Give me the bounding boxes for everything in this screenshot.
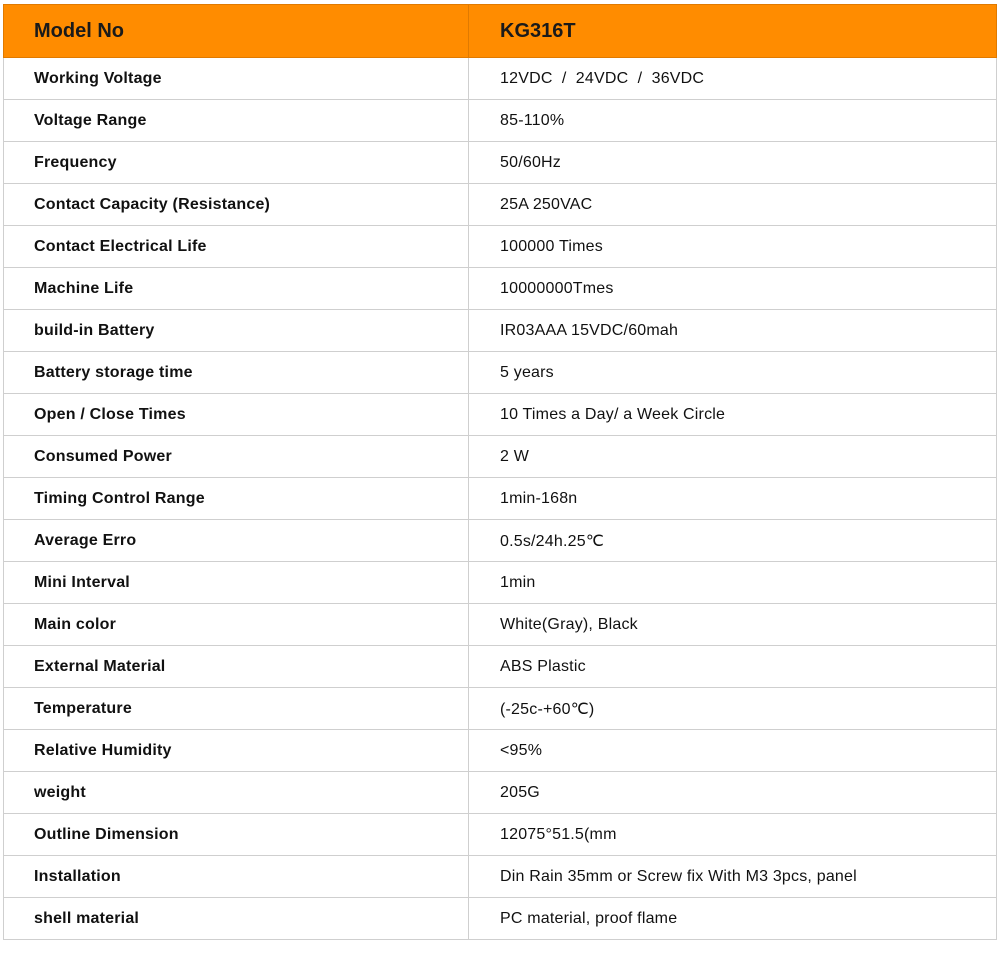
spec-label-cell	[4, 184, 469, 226]
spec-value-cell	[469, 604, 997, 646]
spec-label: Contact Electrical Life	[34, 237, 207, 255]
spec-value-cell	[469, 478, 997, 520]
spec-label-cell	[4, 100, 469, 142]
spec-value: 50/60Hz	[500, 153, 561, 171]
spec-value-cell	[469, 100, 997, 142]
spec-value: 12VDC / 24VDC / 36VDC	[500, 69, 705, 87]
spec-label: Machine Life	[34, 279, 134, 297]
spec-value-cell	[469, 772, 997, 814]
spec-label-cell	[4, 268, 469, 310]
spec-label: build-in Battery	[34, 321, 155, 339]
spec-label-cell	[4, 856, 469, 898]
spec-label: weight	[34, 783, 86, 801]
spec-label: Installation	[34, 867, 121, 885]
table-row	[4, 604, 997, 646]
spec-value: 100000 Times	[500, 237, 603, 255]
header-label-cell	[4, 5, 469, 58]
spec-label-cell	[4, 310, 469, 352]
spec-value: 1min-168n	[500, 489, 578, 507]
table-row	[4, 226, 997, 268]
spec-value-cell	[469, 856, 997, 898]
spec-value-cell	[469, 394, 997, 436]
spec-label-cell	[4, 352, 469, 394]
spec-value-cell	[469, 520, 997, 562]
spec-label: Timing Control Range	[34, 489, 205, 507]
spec-label-cell	[4, 436, 469, 478]
spec-label-cell	[4, 604, 469, 646]
spec-value: 2 W	[500, 447, 530, 465]
spec-value: 12075°51.5(mm	[500, 825, 617, 843]
table-row	[4, 436, 997, 478]
spec-value: 25A 250VAC	[500, 195, 593, 213]
spec-label-cell	[4, 478, 469, 520]
table-row	[4, 394, 997, 436]
spec-value-cell	[469, 226, 997, 268]
spec-value-cell	[469, 898, 997, 940]
spec-label: Frequency	[34, 153, 117, 171]
spec-value-cell	[469, 352, 997, 394]
header-value-cell	[469, 5, 997, 58]
spec-label: Main color	[34, 615, 117, 633]
spec-table	[3, 4, 997, 940]
table-row	[4, 646, 997, 688]
spec-value-cell	[469, 562, 997, 604]
spec-value: 85-110%	[500, 111, 565, 129]
spec-value: <95%	[500, 741, 543, 759]
table-row	[4, 898, 997, 940]
spec-value: (-25c-+60℃)	[500, 700, 595, 718]
spec-value-cell	[469, 142, 997, 184]
spec-label: shell material	[34, 909, 140, 927]
table-row	[4, 772, 997, 814]
spec-label-cell	[4, 898, 469, 940]
header-label: Model No	[34, 19, 124, 42]
spec-value-cell	[469, 58, 997, 100]
spec-label-cell	[4, 772, 469, 814]
table-row	[4, 58, 997, 100]
spec-value-cell	[469, 268, 997, 310]
table-row	[4, 142, 997, 184]
spec-value-cell	[469, 688, 997, 730]
spec-label: External Material	[34, 657, 166, 675]
spec-value: 10 Times a Day/ a Week Circle	[500, 405, 726, 423]
spec-label: Battery storage time	[34, 363, 193, 381]
spec-label-cell	[4, 142, 469, 184]
spec-label-cell	[4, 226, 469, 268]
spec-label-cell	[4, 562, 469, 604]
spec-value: Din Rain 35mm or Screw fix With M3 3pcs, panel	[500, 867, 857, 885]
table-row	[4, 100, 997, 142]
spec-label-cell	[4, 646, 469, 688]
spec-label-cell	[4, 814, 469, 856]
spec-value-cell	[469, 646, 997, 688]
spec-label: Open / Close Times	[34, 405, 186, 423]
spec-value: 0.5s/24h.25℃	[500, 532, 604, 550]
table-row	[4, 478, 997, 520]
spec-label: Outline Dimension	[34, 825, 179, 843]
spec-label: Average Erro	[34, 531, 137, 549]
spec-value-cell	[469, 310, 997, 352]
spec-label: Voltage Range	[34, 111, 147, 129]
spec-label: Contact Capacity (Resistance)	[34, 195, 271, 213]
table-row	[4, 562, 997, 604]
spec-value: 10000000Tmes	[500, 279, 614, 297]
header-value: KG316T	[500, 19, 576, 42]
spec-label: Mini Interval	[34, 573, 130, 591]
spec-label-cell	[4, 394, 469, 436]
table-row	[4, 520, 997, 562]
spec-value-cell	[469, 184, 997, 226]
spec-label-cell	[4, 58, 469, 100]
table-row	[4, 814, 997, 856]
spec-value: White(Gray), Black	[500, 615, 638, 633]
spec-label: Working Voltage	[34, 69, 162, 87]
table-row	[4, 184, 997, 226]
spec-value-cell	[469, 814, 997, 856]
spec-value-cell	[469, 436, 997, 478]
spec-label: Relative Humidity	[34, 741, 172, 759]
table-row	[4, 856, 997, 898]
spec-label-cell	[4, 520, 469, 562]
spec-value: PC material, proof flame	[500, 909, 678, 927]
spec-label-cell	[4, 730, 469, 772]
spec-label: Consumed Power	[34, 447, 172, 465]
spec-value: ABS Plastic	[500, 657, 586, 675]
spec-value: 5 years	[500, 363, 554, 381]
header-row	[4, 5, 997, 58]
spec-label: Temperature	[34, 699, 132, 717]
table-row	[4, 688, 997, 730]
spec-label-cell	[4, 688, 469, 730]
table-row	[4, 268, 997, 310]
table-row	[4, 730, 997, 772]
spec-value: 205G	[500, 783, 540, 801]
table-row	[4, 352, 997, 394]
spec-value: 1min	[500, 573, 536, 591]
spec-value-cell	[469, 730, 997, 772]
table-row	[4, 310, 997, 352]
spec-value: IR03AAA 15VDC/60mah	[500, 321, 679, 339]
